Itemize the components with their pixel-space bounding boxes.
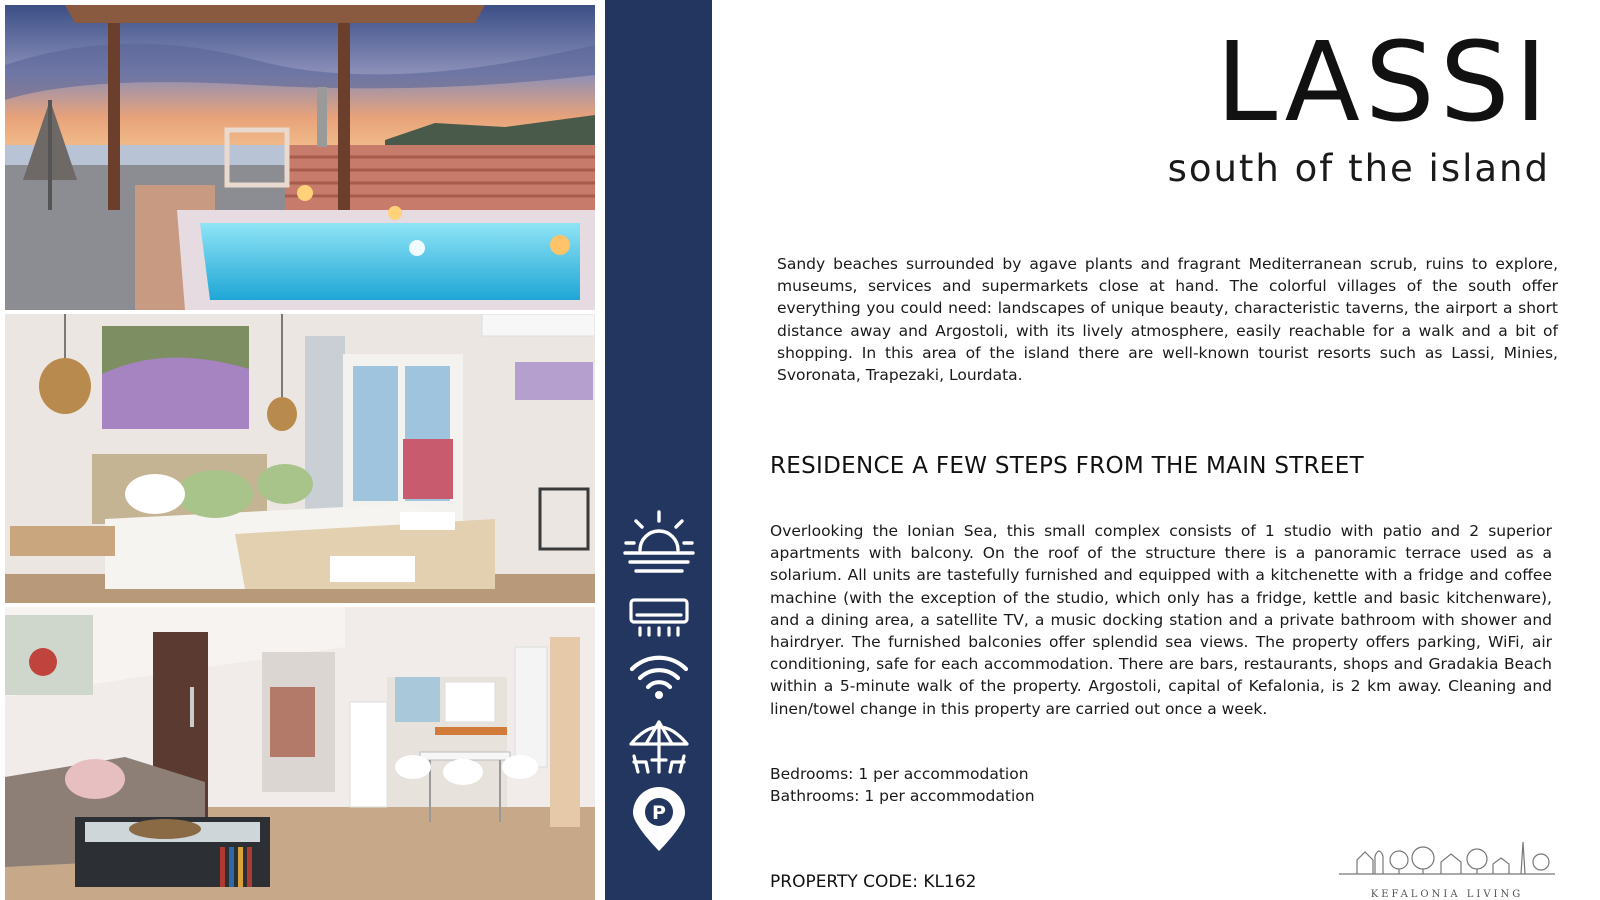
parking-icon [605,787,712,853]
beach-umbrella-icon [605,716,712,776]
wifi-icon [605,652,712,700]
bedrooms-count: Bedrooms: 1 per accommodation [770,765,1029,783]
photo-living-room [5,607,595,900]
property-description: Overlooking the Ionian Sea, this small complex consists of 1 studio with patio and 2 superior apartments with balcony. On the roof of the structure there is a panoramic terrace used as a solarium. All units are tastefully furnished and equipped with a kitchenette with a fridge and coffee machine (with the exception of the studio, which only has a fridge, kettle and basic kitchenware), and a dining area, a satellite TV, a music docking station and a private bathroom with shower and hairdryer. The furnished balconies offer splendid sea views. The property offers parking, WiFi, air conditioning, safe for each accommodation. There are bars, restaurants, shops and Gradakia Beach within a 5-minute walk of the property. Argostoli, capital of Kefalonia, is 2 km away. Cleaning and linen/towel change in this property are carried out once a week. [770,522,1552,718]
air-conditioner-icon [605,597,712,639]
sunrise-icon [605,510,712,576]
logo-text: KEFALONIA LIVING [1370,889,1524,900]
svg-text:P: P [651,802,666,824]
page-title: LASSI [1215,18,1552,146]
bathrooms-count: Bathrooms: 1 per accommodation [770,787,1035,806]
amenity-sidebar [605,0,712,900]
area-description: Sandy beaches surrounded by agave plants and fragrant Mediterranean scrub, ruins to explore, museums, services and supermarkets close at hand. The colorful villages of the south offer everything you could need: landscapes of unique beauty, characteristic taverns, the airport a short distance away and Argostoli, with its lively atmosphere, easily reachable for a walk and a bit of shopping. In this area of the island there are well-known tourist resorts such as Lassi, Minies, Svoronata, Trapezaki, Lourdata. [777,255,1558,385]
photo-bedroom [5,314,595,603]
photo-rooftop-hot-tub [5,5,595,310]
kefalonia-living-logo [1337,838,1557,900]
page-subtitle: south of the island [1167,147,1550,190]
property-code: PROPERTY CODE: KL162 [770,872,977,892]
room-facts [770,763,1035,807]
section-heading: RESIDENCE A FEW STEPS FROM THE MAIN STREET [770,453,1364,479]
